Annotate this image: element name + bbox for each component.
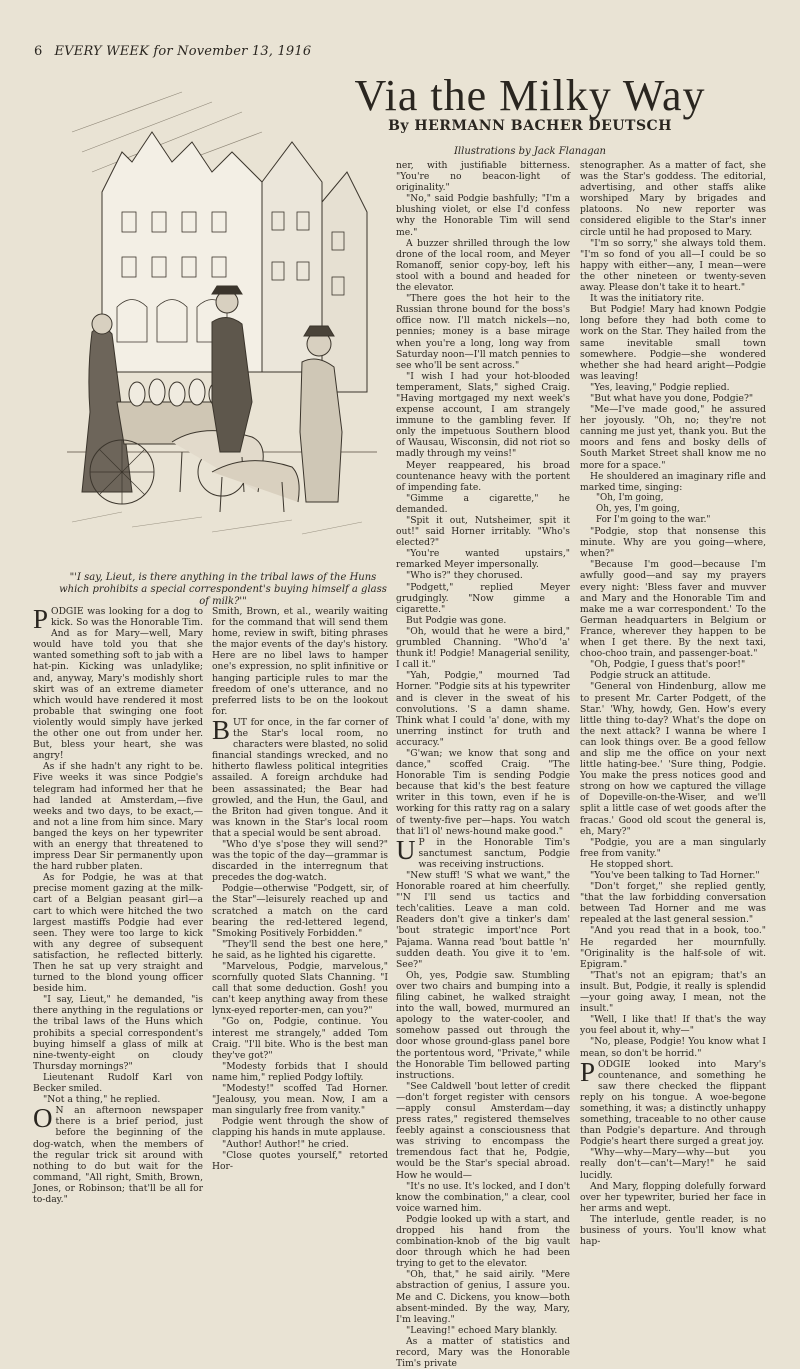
paragraph <box>212 1139 388 1150</box>
paragraph <box>396 160 570 193</box>
text-column-3 <box>396 160 570 1369</box>
paragraph <box>212 939 388 961</box>
paragraph <box>396 238 570 293</box>
paragraph <box>396 193 570 237</box>
paragraph-text: N an afternoon newspaper there is a brief period, just before the beginning of the dog-watch, when the members of the regular trick sit around with nothing to do but wait for the command, "All right, Smith, Brown, Jones, or Robinson; that'll be all for to-day." <box>33 1105 203 1205</box>
paragraph-text: "Oh, that," he said airily. "Mere abstraction of genius, I assure you. Me and C. Dickens, you know—both absent-minded. By the way, Mary, I'm leaving." <box>396 1269 570 1325</box>
paragraph <box>580 404 766 471</box>
paragraph <box>580 160 766 238</box>
paragraph-text: Meyer reappeared, his broad countenance heavy with the portent of impending fate. <box>396 459 570 493</box>
paragraph-text: Podgie looked up with a start, and dropped his hand from the combination-knob of the big vault door through which he had been trying to get to the elevator. <box>396 1213 570 1270</box>
paragraph <box>396 371 570 460</box>
paragraph <box>396 1336 570 1369</box>
paragraph-text: "Who is?" they chorused. <box>406 570 523 582</box>
paragraph-text: ODGIE looked into Mary's countenance, and something he saw there checked the flippant reply on his tongue. A woe-begone something, it was; a distinctly unhappy something, traceable to no other cause than Podgie's departure. And through Podgie's heart there surged a great joy. <box>580 1058 766 1148</box>
paragraph <box>580 859 766 870</box>
paragraph-text: "Podgett," replied Meyer grudgingly. "Now gimme a cigarette." <box>396 581 570 615</box>
paragraph-text: "New stuff! 'S what we want," the Honorable roared at him cheerfully. "'N I'll send us tactics and tech'calities. Leave a man cold. Readers don't give a tinker's dam' 'bout strategic import'nce Port Pajama. Wanna read 'bout battle 'n' sudden death. You give it to 'em. See?" <box>396 870 570 970</box>
paragraph <box>33 761 203 872</box>
paragraph-text: And Mary, flopping dolefully forward over her typewriter, buried her face in her arms and wept. <box>580 1180 766 1214</box>
paragraph <box>580 970 766 1014</box>
paragraph-text: ODGIE was looking for a dog to kick. So was the Honorable Tim. And as for Mary—well, Mary would have told you that she wanted something soft to jab with a hat-pin. Kicking was unladylike; and, anyway, Mary's modishly short skirt was of an extreme diameter which would have rendered it most probable that swinging one foot violently would simply have jerked the other one out from under her. But, bless your heart, she was angry! <box>33 606 203 762</box>
paragraph <box>580 837 766 859</box>
paragraph <box>580 559 766 659</box>
paragraph <box>212 1083 388 1116</box>
paragraph-text: P in the Honorable Tim's sanctumest sanctum, Podgie was receiving instructions. <box>418 836 570 870</box>
paragraph <box>396 970 570 1081</box>
paragraph <box>580 1014 766 1036</box>
paragraph-text: "You're wanted upstairs," remarked Meyer impersonally. <box>396 548 570 571</box>
paragraph <box>33 1072 203 1094</box>
drop-cap: P <box>580 1056 596 1087</box>
paragraph-text: "Yah, Podgie," mourned Tad Horner. "Podgie sits at his typewriter and is clever in the sweat of his convolutions. 'S a damn shame. Think what I could 'a' done, with my unerring instinct for truth and accuracy." <box>396 670 570 748</box>
paragraph-text: "Gimme a cigarette," he demanded. <box>396 492 570 515</box>
paragraph <box>396 1325 570 1336</box>
paragraph-text: "Modesty!" scoffed Tad Horner. "Jealousy, you mean. Now, I am a man singularly free from vanity." <box>212 1083 388 1117</box>
paragraph <box>396 615 570 626</box>
paragraph <box>33 1094 203 1105</box>
paragraph-text: "But what have you done, Podgie?" <box>590 392 754 404</box>
paragraph-text: It was the initiatory rite. <box>590 293 705 305</box>
paragraph <box>396 493 570 515</box>
paragraph <box>396 748 570 837</box>
paragraph-text: ner, with justifiable bitterness. "You're no beacon-light of originality." <box>396 160 570 194</box>
illustration-caption: "'I say, Lieut, is there anything in the tribal laws of the Huns which prohibits a special correspondent's buying himself a glass of milk?'" <box>59 572 387 607</box>
text-column-1 <box>33 604 203 1205</box>
paragraph-text: UT for once, in the far corner of the Star's local room, no characters were blasted, no solid financial standings wrecked, and no hitherto flawless political integrities assailed. A foreign archduke had been assassinated; the Bear had growled, and the Hun, the Gaul, and the Briton had given tongue. And it was known in the Star's local room that a special would be sent abroad. <box>212 716 389 839</box>
paragraph-text: Oh, yes, I'm going, <box>596 503 680 514</box>
paragraph-text: "Who d'ye s'pose they will send?" was the topic of the day—grammar is discarded in the interregnum that precedes the dog-watch. <box>212 838 388 884</box>
paragraph <box>396 293 570 371</box>
drop-cap: P <box>33 604 49 634</box>
paragraph-text: "Me—I've made good," he assured her joyously. "Oh, no; they're not canning me just yet, thank you. But the moors and fens and bosky dells of South Market Street shall know me no more for a space." <box>580 404 766 471</box>
paragraph-text: Podgie—otherwise "Podgett, sir, of the Star"—leisurely reached up and scratched a match on the card bearing the red-lettered legend, "Smoking Positively Forbidden." <box>212 883 388 939</box>
paragraph-text: "That's not an epigram; that's an insult. But, Podgie, it really is splendid—your going away, I mean, not the insult." <box>580 969 766 1015</box>
paragraph-text: "I wish I had your hot-blooded temperament, Slats," sighed Craig. "Having mortgaged my next week's expense account, I am strangely immune to the gambling fever. If only the impetuous Southern blood of Wausau, Wisconsin, did not riot so madly through my veins!" <box>396 370 570 460</box>
paragraph-text: "Marvelous, Podgie, marvelous," scornfully quoted Slats Channing. "I call that some deduction. Gosh! you can't keep anything away from these lynx-eyed reporter-men, can you?" <box>212 961 388 1017</box>
paragraph <box>580 515 766 526</box>
byline: By HERMANN BACHER DEUTSCH <box>388 118 672 134</box>
paragraph <box>212 1016 388 1060</box>
paragraph-text: "They'll send the best one here," he said, as he lighted his cigarette. <box>212 938 388 961</box>
paragraph-text: "General von Hindenburg, allow me to present Mr. Carter Podgett, of the Star.' 'Why, howdy, Gen. How's every little thing to-day? What's the dope on the next attack? I wanna be where I can look things over. Be a good fellow and slip me the office on your next little hating-bee.' 'Sure thing, Podgie. You make the press notices good and strong on how we captured the village of Dopeville-on-the-Wiser, and we'll split a little case of wet goods after the fracas.' Good old scout the general is, eh, Mary?" <box>580 681 766 837</box>
paragraph-text: As if she hadn't any right to be. Five weeks it was since Podgie's telegram had informed her that he had landed at Amsterdam,—five weeks and two days, to be exact,—and not a line from him since. Mary banged the keys on her typewriter with an energy that threatened to impress Dear Sir permanently upon the hard rubber platen. <box>33 761 203 873</box>
paragraph <box>580 659 766 670</box>
paragraph <box>396 670 570 748</box>
paragraph-text: "Not a thing," he replied. <box>43 1094 161 1106</box>
paragraph <box>580 304 766 382</box>
paragraph-text: "Podgie, you are a man singularly free from vanity." <box>580 836 766 859</box>
paragraph <box>396 1081 570 1181</box>
paragraph <box>212 1061 388 1083</box>
paragraph <box>580 1056 766 1148</box>
paragraph <box>396 1269 570 1324</box>
paragraph <box>580 504 766 515</box>
paragraph <box>396 626 570 670</box>
paragraph-text: The interlude, gentle reader, is no business of yours. You'll know what hap- <box>580 1213 766 1248</box>
paragraph-text: "And you read that in a book, too." He regarded her mournfully. "Originality is the half-sole of wit. Epigram." <box>580 925 766 970</box>
paragraph-text: "Spit it out, Nutsheimer, spit it out!" said Horner irritably. "Who's elected?" <box>396 515 570 549</box>
paragraph-text: "No, please, Podgie! You know what I mean, so don't be horrid." <box>580 1036 766 1059</box>
paragraph <box>33 872 203 994</box>
paragraph <box>212 883 388 938</box>
paragraph <box>580 881 766 925</box>
paragraph-text: Smith, Brown, et al., wearily waiting for the command that will send them home, review in swift, biting phrases the major events of the day's history. Here are no libel laws to hamper one's expression, no split infinitive or hanging participle rules to mar the freedom of one's utterance, and no preferred lists to be on the lookout for. <box>212 606 388 717</box>
paragraph-text: Lieutenant Rudolf Karl von Becker smiled. <box>33 1071 203 1095</box>
paragraph-text: "There goes the hot heir to the Russian throne bound for the boss's office now. I'll match nickels—no, pennies; money is a base mirage when you're a long, long way from Saturday noon—I'll match pennies to see who'll be sent across." <box>396 293 570 371</box>
paragraph <box>580 925 766 969</box>
paragraph-text: "Yes, leaving," Podgie replied. <box>590 381 730 393</box>
illustration-credit: Illustrations by Jack Flanagan <box>453 146 606 157</box>
paragraph-text: "See Caldwell 'bout letter of credit—don't forget register with censors—apply consul Amsterdam—day press rates," registered themselves feebly against a consciousness that was striving to encompass the tremendous fact that he, Podgie, would be the Star's special abroad. How he would— <box>396 1080 570 1181</box>
paragraph-text: "Author! Author!" he cried. <box>222 1138 349 1150</box>
paragraph-text: Podgie went through the show of clapping his hands in mute applause. <box>212 1116 388 1139</box>
paragraph <box>396 548 570 570</box>
paragraph <box>580 526 766 559</box>
paragraph-text: "Oh, would that he were a bird," grumbled Channing. "Who'd 'a' thunk it! Podgie! Managerial senility, I call it." <box>396 625 570 671</box>
paragraph <box>212 1150 388 1172</box>
paragraph-text: A buzzer shrilled through the low drone of the local room, and Meyer Romanoff, senior copy-boy, left his stool with a bound and headed for the elevator. <box>396 237 570 294</box>
paragraph <box>396 870 570 970</box>
paragraph <box>580 471 766 493</box>
drop-cap: U <box>396 834 416 865</box>
paragraph <box>33 1105 203 1205</box>
paragraph-text: "Close quotes yourself," retorted Hor- <box>212 1149 388 1172</box>
publication-line: EVERY WEEK for November 13, 1916 <box>54 44 312 59</box>
text-column-2 <box>212 606 389 1172</box>
paragraph-text: As a matter of statistics and record, Mary was the Honorable Tim's private <box>396 1335 570 1369</box>
paragraph-text: "Well, I like that! If that's the way you feel about it, why—" <box>580 1014 766 1037</box>
paragraph-text: As for Podgie, he was at that precise moment gazing at the milk-cart of a Belgian peasant girl—a cart to which were hitched the two largest mastiffs Podgie had ever seen. They were too large to kick with any degree of subsequent satisfaction, he reflected bitterly. Then he sat up very straight and turned to the blond young officer beside him. <box>33 872 203 995</box>
paragraph <box>212 961 388 1016</box>
paragraph-text: But Podgie! Mary had known Podgie long before they had both come to work on the Star. They hailed from the same inevitable small town somewhere. Podgie—she wondered whether she had heard aright—Podgie was leaving! <box>580 304 766 382</box>
paragraph-text: Oh, yes, Podgie saw. Stumbling over two chairs and bumping into a filing cabinet, he walked straight into the wall, bowed, murmured an apology to the water-cooler, and somehow passed out through the door whose ground-glass panel bore the portentous word, "Private," while the Honorable Tim bellowed parting instructions. <box>396 969 570 1081</box>
paragraph <box>580 1147 766 1180</box>
paragraph <box>212 714 389 839</box>
paragraph <box>33 994 203 1072</box>
drop-cap: O <box>33 1103 53 1134</box>
paragraph <box>580 681 766 836</box>
paragraph-text: "Leaving!" echoed Mary blankly. <box>406 1324 558 1336</box>
paragraph-text: "Oh, Podgie, I guess that's poor!" <box>590 659 746 671</box>
paragraph <box>580 393 766 404</box>
paragraph <box>212 606 388 717</box>
paragraph-text: "Why—why—Mary—why—but you really don't—can't—Mary!" he said lucidly. <box>580 1147 766 1181</box>
paragraph-text: But Podgie was gone. <box>406 614 507 626</box>
paragraph <box>212 839 388 883</box>
paragraph <box>396 515 570 548</box>
paragraph <box>580 293 766 304</box>
paragraph-text: "Modesty forbids that I should name him," replied Podgy loftily. <box>212 1060 388 1083</box>
paragraph <box>580 1181 766 1214</box>
paragraph-text: "I say, Lieut," he demanded, "is there anything in the regulations or the tribal laws of the Huns which prohibits a special correspondent's buying himself a glass of milk at nine-twenty-eight on cloudy Thursday mornings?" <box>33 994 203 1072</box>
drop-cap: B <box>212 714 231 745</box>
paragraph <box>396 1181 570 1214</box>
paragraph-text: stenographer. As a matter of fact, she was the Star's goddess. The editorial, advertising, and other staffs alike worshiped Mary by brigades and platoons. No new reporter was considered eligible to the Star's inner circle until he had proposed to Mary. <box>580 160 766 238</box>
paragraph-text: "Don't forget," she replied gently, "that the law forbidding conversation between Tad Horner and me was repealed at the last general session." <box>580 881 766 926</box>
paragraph <box>580 238 766 293</box>
paragraph <box>580 493 766 504</box>
paragraph <box>396 460 570 493</box>
paragraph-text: "Oh, I'm going, <box>596 492 664 503</box>
paragraph <box>212 1116 388 1138</box>
illustration-milk-cart-scene <box>62 72 380 572</box>
paragraph-text: He shouldered an imaginary rifle and marked time, singing: <box>580 470 766 493</box>
paragraph <box>33 606 203 761</box>
paragraph <box>396 1214 570 1269</box>
paragraph-text: He stopped short. <box>590 858 674 870</box>
paragraph-text: Podgie struck an attitude. <box>590 670 711 682</box>
paragraph <box>580 870 766 881</box>
paragraph <box>396 570 570 581</box>
paragraph-text: "You've been talking to Tad Horner." <box>590 870 760 881</box>
paragraph <box>580 1214 766 1247</box>
paragraph <box>580 382 766 393</box>
paragraph <box>580 1036 766 1058</box>
paragraph-text: "It's no use. It's locked, and I don't know the combination," a clear, cool voice warned him. <box>396 1180 570 1214</box>
paragraph-text: "Because I'm good—because I'm awfully good—and say my prayers every night: 'Bless faver and muvver and Mary and the Honorable Tim and make me a war correspondent.' To the German headquarters in Belgium or France, wherever they happen to be when I get there. By the next taxi, choo-choo train, and passenger-boat." <box>580 559 766 660</box>
paragraph <box>396 582 570 615</box>
running-head <box>34 44 454 59</box>
paragraph-text: For I'm going to the war." <box>596 515 711 525</box>
paragraph <box>396 834 570 870</box>
paragraph-text: "I'm so sorry," she always told them. "I'm so fond of you all—I could be so happy with either—any, I mean—were the other nineteen or twenty-seven away. Please don't take it to heart." <box>580 237 766 294</box>
paragraph-text: "No," said Podgie bashfully; "I'm a blushing violet, or else I'd confess why the Honorable Tim will send me." <box>396 193 570 238</box>
article-title: Via the Milky Way <box>354 71 706 120</box>
paragraph-text: "Go on, Podgie, continue. You interest me strangely," added Tom Craig. "I'll bite. Who is the best man they've got?" <box>212 1016 388 1061</box>
page-number: 6 <box>34 44 43 59</box>
paragraph <box>580 670 766 681</box>
paragraph-text: "Podgie, stop that nonsense this minute. Why are you going—where, when?" <box>580 526 766 560</box>
text-column-4 <box>580 160 766 1248</box>
paragraph-text: "G'wan; we know that song and dance," scoffed Craig. "The Honorable Tim is sending Podgie because that kid's the best feature writer in this town, even if he is working for this ratty rag on a salary of twenty-five per—haps. You watch that li'l ol' news-hound make good." <box>396 747 570 837</box>
